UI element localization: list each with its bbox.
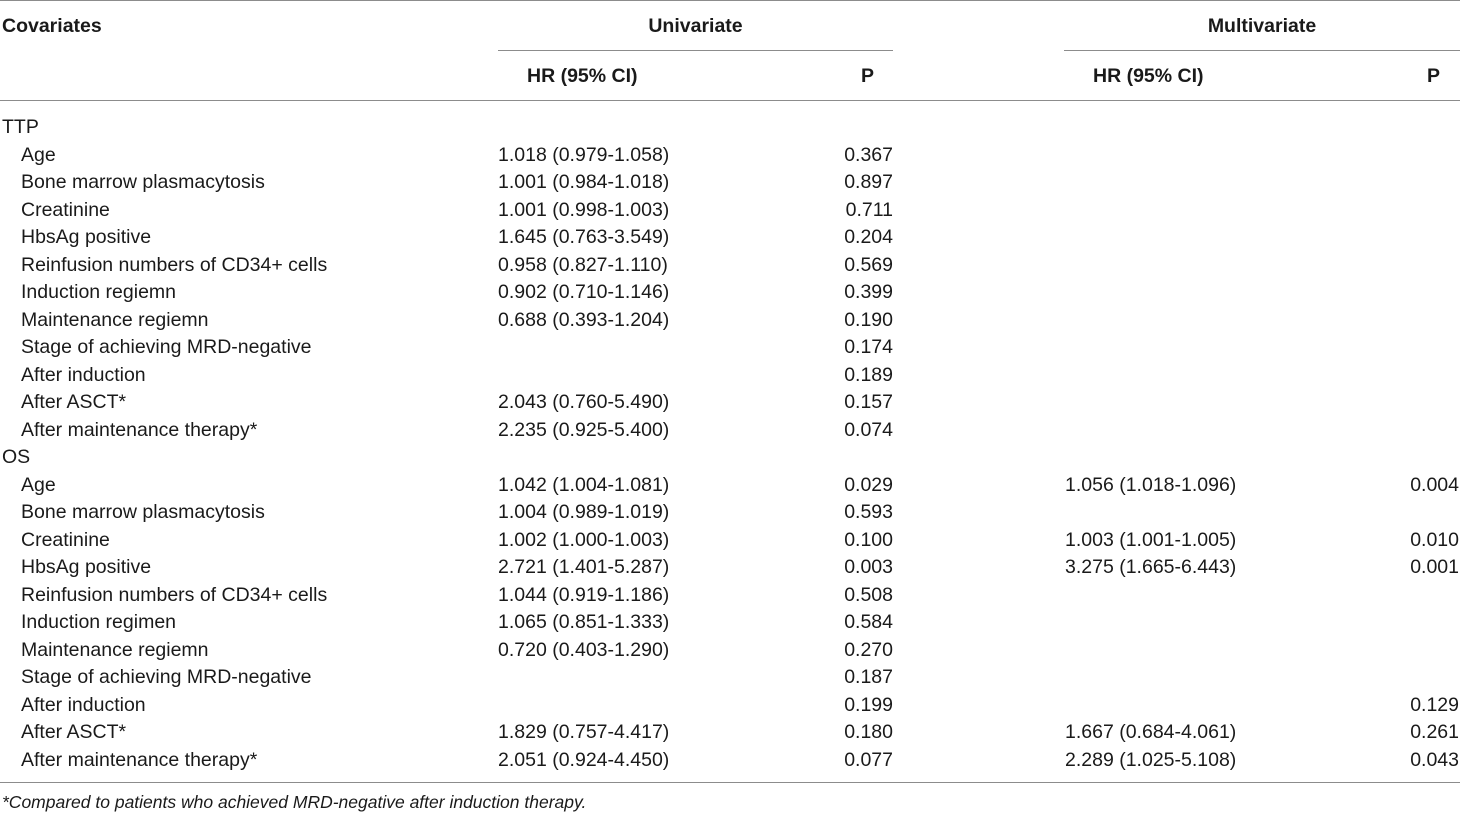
covariate-name: After maintenance therapy* <box>21 748 258 771</box>
top-rule <box>0 0 1460 1</box>
univariate-underline <box>498 50 893 51</box>
header-multi-hr: HR (95% CI) <box>1093 65 1204 87</box>
univariate-hr: 2.051 (0.924-4.450) <box>498 748 670 771</box>
header-covariates: Covariates <box>2 15 102 37</box>
univariate-p: 0.593 <box>844 501 893 523</box>
univariate-p: 0.897 <box>844 171 893 193</box>
univariate-hr: 1.645 (0.763-3.549) <box>498 226 670 248</box>
univariate-hr: 0.688 (0.393-1.204) <box>498 308 670 331</box>
univariate-hr: 1.829 (0.757-4.417) <box>498 721 670 743</box>
univariate-p: 0.077 <box>844 748 893 771</box>
section-label: OS <box>2 446 31 468</box>
univariate-hr: 2.043 (0.760-5.490) <box>498 391 670 413</box>
covariate-name: Age <box>21 473 56 496</box>
univariate-p: 0.029 <box>844 473 893 496</box>
covariate-name: Bone marrow plasmacytosis <box>21 501 265 523</box>
univariate-p: 0.270 <box>844 638 893 661</box>
univariate-p: 0.711 <box>845 198 893 221</box>
multivariate-hr: 1.003 (1.001-1.005) <box>1065 528 1237 551</box>
univariate-p: 0.189 <box>844 363 893 386</box>
multivariate-hr: 1.667 (0.684-4.061) <box>1065 721 1237 743</box>
header-uni-p: P <box>861 65 875 87</box>
header-multivariate: Multivariate <box>1207 15 1317 37</box>
univariate-p: 0.003 <box>844 556 893 578</box>
covariate-name: Bone marrow plasmacytosis <box>21 171 265 193</box>
univariate-hr: 1.044 (0.919-1.186) <box>498 583 670 606</box>
univariate-p: 0.100 <box>844 528 893 551</box>
univariate-hr: 1.002 (1.000-1.003) <box>498 528 670 551</box>
covariate-name: After ASCT* <box>21 391 127 413</box>
header-uni-hr: HR (95% CI) <box>527 65 638 87</box>
multivariate-hr: 2.289 (1.025-5.108) <box>1065 748 1237 771</box>
covariate-name: After induction <box>21 693 146 716</box>
univariate-hr: 0.720 (0.403-1.290) <box>498 638 670 661</box>
univariate-p: 0.180 <box>844 721 893 743</box>
covariate-name: Maintenance regiemn <box>21 638 209 661</box>
section-label: TTP <box>2 116 39 138</box>
covariate-name: After induction <box>21 363 146 386</box>
multivariate-underline <box>1064 50 1460 51</box>
univariate-hr: 1.018 (0.979-1.058) <box>498 143 670 166</box>
covariate-name: Stage of achieving MRD-negative <box>21 336 312 358</box>
header-univariate: Univariate <box>648 15 743 37</box>
univariate-p: 0.584 <box>844 611 893 633</box>
covariate-name: After ASCT* <box>21 721 127 743</box>
covariate-name: Induction regimen <box>21 611 177 633</box>
univariate-hr: 1.004 (0.989-1.019) <box>498 501 670 523</box>
multivariate-p: 0.129 <box>1410 693 1459 716</box>
covariate-name: HbsAg positive <box>21 556 152 578</box>
univariate-p: 0.569 <box>844 253 893 276</box>
header-bottom-rule <box>0 100 1460 101</box>
univariate-hr: 1.001 (0.984-1.018) <box>498 171 670 193</box>
table-footnote: *Compared to patients who achieved MRD-negative after induction therapy. <box>2 792 587 812</box>
univariate-hr: 1.065 (0.851-1.333) <box>498 611 670 633</box>
covariate-name: HbsAg positive <box>21 226 152 248</box>
multivariate-p: 0.004 <box>1410 473 1459 496</box>
covariate-name: Maintenance regiemn <box>21 308 209 331</box>
covariate-name: Age <box>21 143 56 166</box>
multivariate-p: 0.001 <box>1410 556 1459 578</box>
univariate-hr: 1.042 (1.004-1.081) <box>498 473 670 496</box>
univariate-p: 0.074 <box>844 418 893 441</box>
univariate-p: 0.367 <box>844 143 893 166</box>
univariate-p: 0.157 <box>844 391 893 413</box>
covariate-name: Reinfusion numbers of CD34+ cells <box>21 583 328 606</box>
univariate-hr: 2.721 (1.401-5.287) <box>498 556 670 578</box>
covariate-name: After maintenance therapy* <box>21 418 258 441</box>
header-multi-p: P <box>1427 65 1441 87</box>
multivariate-p: 0.010 <box>1410 528 1459 551</box>
covariate-name: Reinfusion numbers of CD34+ cells <box>21 253 328 276</box>
univariate-p: 0.187 <box>844 666 893 688</box>
univariate-hr: 0.958 (0.827-1.110) <box>498 253 668 276</box>
multivariate-hr: 1.056 (1.018-1.096) <box>1065 473 1237 496</box>
multivariate-p: 0.043 <box>1410 748 1459 771</box>
covariate-name: Stage of achieving MRD-negative <box>21 666 312 688</box>
multivariate-p: 0.261 <box>1410 721 1459 743</box>
covariate-name: Creatinine <box>21 528 110 551</box>
covariate-name: Creatinine <box>21 198 110 221</box>
univariate-p: 0.190 <box>844 308 893 331</box>
table-bottom-rule <box>0 782 1460 783</box>
covariate-name: Induction regiemn <box>21 281 177 303</box>
univariate-p: 0.204 <box>844 226 893 248</box>
univariate-p: 0.199 <box>844 693 893 716</box>
multivariate-hr: 3.275 (1.665-6.443) <box>1065 556 1237 578</box>
univariate-hr: 2.235 (0.925-5.400) <box>498 418 670 441</box>
univariate-hr: 0.902 (0.710-1.146) <box>498 281 670 303</box>
univariate-p: 0.399 <box>844 281 893 303</box>
univariate-p: 0.174 <box>844 336 893 358</box>
univariate-hr: 1.001 (0.998-1.003) <box>498 198 670 221</box>
univariate-p: 0.508 <box>844 583 893 606</box>
